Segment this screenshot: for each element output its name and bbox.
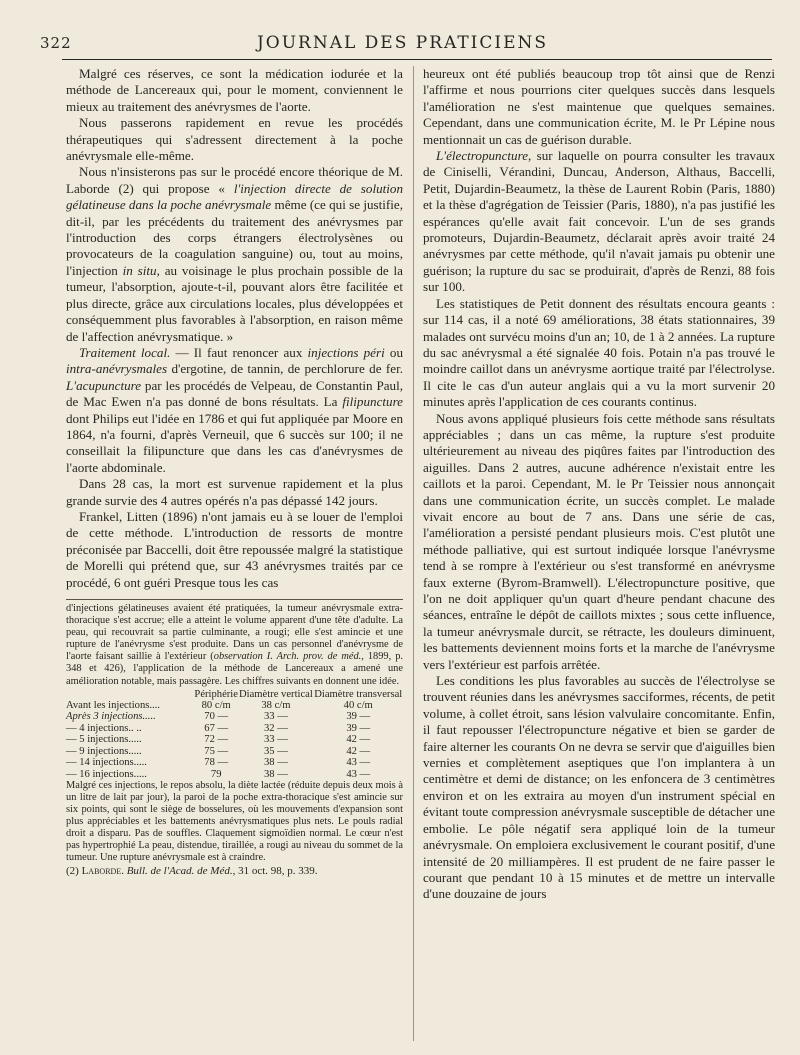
table-cell: — 16 injections..... <box>66 768 147 780</box>
footnote-block <box>66 599 403 877</box>
text-span: , au voisinage le plus prochain possible de la tumeur, l'absorption, ajoute-t-il, pouvant alors être facilitée et plus directe, grâce aux circulations locales, plus développées et conséquemment plus favorables à l'absorption, en raison même de l'affection anévrysmatique. » <box>66 262 403 344</box>
table-row <box>66 734 403 745</box>
table-cell: 38 c/m <box>261 700 291 712</box>
text-span: , sur laquelle on pourra consulter les travaux de Ciniselli, Vérandini, Duncau, Anderson, Althaus, Baccelli, Petit, Dujardin-Beaumetz, la thèse de Laurent Robin (Paris, 1880) et la thèse d'agrégation de Teissier (Paris, 1880), n'a pas justifié les espérances qu'elle avait fait concevoir. L'un de ses grands promoteurs, Dujardin-Beaumetz, déclarait après avoir traité 24 anévrysmes par cette méthode, qu'il n'avait jamais pu obtenir une guérison; la rupture du sac se produirait, d'après de Renzi, 88 fois sur 100. <box>423 148 775 295</box>
author-name: Laborde. <box>81 864 124 877</box>
table-header-row <box>66 689 403 700</box>
paragraph: Nous passerons rapidement en revue les procédés thérapeutiques qui s'adressent directement à la poche anévrysmale elle-même. <box>66 115 403 164</box>
table-cell: 42 — <box>346 734 371 746</box>
paragraph: Nous avons appliqué plusieurs fois cette méthode sans résultats appréciables ; dans un cas même, la rupture s'est produite ultérieurement au niveau des piqûres faites par l'introduction des aiguilles. Dans 2 autres, aucune adhérence n'existait entre les caillots et la paroi. Cependant, M. le Pr Teissier nous annonçait dans une communication écrite, un succès complet. Le malade vivait encore au bout de 7 ans. Dans une série de cas, l'amélioration a persisté pendant plusieurs mois. C'est plutôt une méthode palliative, qui est surtout indiquée lorsque l'anévrysme tend à se rompre à l'extérieur ou s'est transformé en anévrysme faux externe (Byrom-Bramwell). L'électropuncture positive, que l'on ne doit appliquer qu'un quart d'heure pendant chacune des séances, entraîne le dépôt de caillots mixtes ; sous cette influence, la tumeur anévrysmale durcit, se rétracte, les douleurs diminuent, les battements deviennent moins forts et la marche de l'anévrysme vers l'extérieur est parfois arrêtée. <box>423 410 775 672</box>
table-cell: — 9 injections..... <box>66 745 142 757</box>
table-cell: 35 — <box>264 745 288 757</box>
text-span: (2) <box>66 864 82 877</box>
table-cell: 80 c/m <box>201 700 231 712</box>
table-row <box>66 757 403 768</box>
italic-span: observation I. Arch. prov. de méd. <box>213 651 362 663</box>
italic-span: injections péri <box>307 344 385 360</box>
table-cell: 70 — <box>204 711 229 723</box>
table-cell: 33 — <box>264 734 288 746</box>
table-row <box>66 746 403 757</box>
table-cell: 75 — <box>204 745 229 757</box>
table-header: Diamètre vertical <box>239 688 313 700</box>
italic-span: intra-anévrysmales <box>66 361 168 377</box>
paragraph: heureux ont été publiés beaucoup trop tôt ainsi que de Renzi l'affirme et nous pourrions citer quelques succès dans lesquels l'amélioration ne s'est maintenue que quelques semaines. Cependant, dans une communication écrite, M. le Pr Lépine nous mentionnait un cas de guérison durable. <box>423 66 775 147</box>
text-span: ou <box>384 344 403 360</box>
footnote-text <box>66 603 403 688</box>
table-header: Diamètre transversal <box>314 688 403 700</box>
paragraph: Malgré ces réserves, ce sont la médication iodurée et la méthode de Lancereaux qui, pour le moment, conviennent le mieux au traitement des anévrysmes de l'aorte. <box>66 66 403 114</box>
table-cell: 38 — <box>264 757 288 769</box>
paragraph <box>66 345 403 476</box>
italic-span: l'injection directe de solution gélatineuse dans la poche anévrysmale <box>66 180 403 213</box>
table-cell: — 5 injections..... <box>66 734 142 746</box>
italic-span: L'électropuncture <box>436 148 529 164</box>
table-cell: 42 — <box>346 745 371 757</box>
italic-span: Bull. de l'Acad. de Méd. <box>123 864 233 877</box>
text-span: , 1899, p. 348 et 426), l'application de la méthode de Lancereaux a amené une amélioration notable, mais passagère. Les chiffres suivants en donnent une idée. <box>66 651 404 687</box>
left-column <box>66 66 403 1046</box>
text-span: même (ce qui se justifie, dit-il, par les précédents du traitement des anévrysmes par l'introduction des corps étrangers électrolysènes ou provocateurs de la coagulation sanguine) ou, tout au moins, l'injection <box>66 197 403 278</box>
paragraph: Les statistiques de Petit donnent des résultats encoura geants : sur 114 cas, il a noté 69 améliorations, 38 états stationnaires, 39 malades ont survécu moins d'un an; 10, de 1 à 2 années. La rupture du sac anévrysmal a été signalée 40 fois. Potain n'a pas trouvé le moindre caillot dans un anévrysme aortique traité par l'électrolyse. Il cite le cas d'un auteur anglais qui a vu la mort survenir 20 minutes après l'application de ces courants continus. <box>423 295 775 410</box>
header-rule <box>62 59 772 61</box>
text-span: Nous n'insisterons pas sur le procédé encore théorique de M. Laborde (2) qui propose « <box>66 164 403 196</box>
table-row <box>66 700 403 711</box>
italic-span: in situ <box>122 262 157 278</box>
table-cell: 39 — <box>346 722 371 734</box>
text-span: par les procédés de Velpeau, de Constantin Paul, de Mac Ewen n'a pas donné de bons résultats. La <box>66 377 403 410</box>
text-span: d'injections gélatineuses avaient été pratiquées, la tumeur anévrysmale extra-thoracique s'est accrue; elle a atteint le volume apparent d'une tête d'adulte. La peau, qui recouvrait sa partie culminante, a rougi; elle s'est amincie et une rupture de l'anévrysme s'est produite. Dans un cas personnel d'anévrysme de l'aorte faisant saillie à l'extérieur ( <box>66 603 403 663</box>
table-cell: 43 — <box>346 768 371 780</box>
journal-title: JOURNAL DES PRATICIENS <box>256 33 549 53</box>
footnote-reference <box>66 865 403 877</box>
table-cell: 79 <box>210 768 222 780</box>
right-column <box>423 66 775 1046</box>
footnote-text: Malgré ces injections, le repos absolu, la diète lactée (réduite depuis deux mois à un litre de lait par jour), la paroi de la poche extra-thoracique s'est amincie sur six points, qui sont le siège de bosselures, où les mouvements d'expansion sont plus appréciables et les battements anévrysmatiques plus nets. Le pouls radial droit a disparu. Pas de souffles. Claquement sigmoïdien normal. Le cœur n'est pas hypertrophié La peau, distendue, tiraillée, a rougi au niveau du sommet de la tumeur. Une rupture anévrysmale est à craindre. <box>66 779 403 864</box>
page-header <box>40 32 765 56</box>
table-cell: Avant les injections.... <box>66 700 160 712</box>
table-cell: 43 — <box>346 757 371 769</box>
paragraph <box>423 148 775 296</box>
table-cell: 72 — <box>204 734 229 746</box>
table-cell: — 4 injections.. .. <box>66 722 142 734</box>
measurement-table <box>66 689 403 780</box>
table-row <box>66 723 403 734</box>
paragraph: Les conditions les plus favorables au succès de l'électrolyse se trouvent réunies dans les anévrysmes sacciformes, récents, de petit volume, à collet étroit, sans lésion valvulaire concomitante. Enfin, il faut repousser l'électropuncture négative et bien se garder de faire alterner les courants On ne devra se servir que d'aiguilles bien vernies et complètement aseptiques que l'on implantera à un centimètre et demi de distance; on les enfoncera de 3 centimètres environ et on les extraira au moyen d'un instrument spécial en évitant toute compression anévrysmale susceptible de détacher une embolie. Le pôle négatif sera appliqué loin de la tumeur anévrysmale. On emploiera exclusivement le courant positif, d'une intensité de 20 milliampères. Il est prudent de ne faire passer le courant que pendant 10 à 15 minutes et de mettre un intervalle d'une douzaine de jours <box>423 673 775 902</box>
paragraph <box>66 164 403 344</box>
table-cell: 38 — <box>264 768 288 780</box>
table-cell: 32 — <box>264 722 288 734</box>
text-span: dont Philips eut l'idée en 1786 et qui fut appliquée par Moore en 1864, n'a fourni, d'après Verneuil, que 6 succès sur 100; il ne conseillait la filipuncture que dans les cas d'anévrysmes de l'aorte abdominale. <box>66 410 403 475</box>
page-number: 322 <box>40 34 72 52</box>
column-divider <box>413 66 415 1041</box>
paragraph: Dans 28 cas, la mort est survenue rapidement et la plus grande survie des 4 autres opérés n'a pas dépassé 142 jours. <box>66 476 403 508</box>
table-cell: 39 — <box>346 711 371 723</box>
italic-span: filipuncture <box>342 394 403 410</box>
text-span: d'ergotine, de tannin, de perchlorure de fer. <box>167 361 403 377</box>
table-row <box>66 769 403 780</box>
table-row <box>66 711 403 722</box>
table-cell: — 14 injections..... <box>66 757 147 769</box>
table-cell: Après 3 injections..... <box>66 711 156 723</box>
text-span: — Il faut renoncer aux <box>170 344 308 360</box>
paragraph: Frankel, Litten (1896) n'ont jamais eu à se louer de l'emploi de cette méthode. L'introduction de ressorts de montre préconisée par Baccelli, doit être repoussée malgré la statistique de Morelli qui prétend que, sur 43 anévrysmes traités par ce procédé, 6 ont guéri Presque tous les cas <box>66 508 403 590</box>
table-cell: 78 — <box>204 757 229 769</box>
table-header <box>66 689 194 700</box>
table-cell: 67 — <box>204 722 229 734</box>
text-span: , 31 oct. 98, p. 339. <box>232 864 318 877</box>
section-heading: Traitement local. <box>79 344 171 360</box>
table-cell: 33 — <box>264 711 288 723</box>
italic-span: L'acupuncture <box>66 377 142 393</box>
table-cell: 40 c/m <box>343 700 373 712</box>
table-header: Périphérie <box>194 688 238 700</box>
